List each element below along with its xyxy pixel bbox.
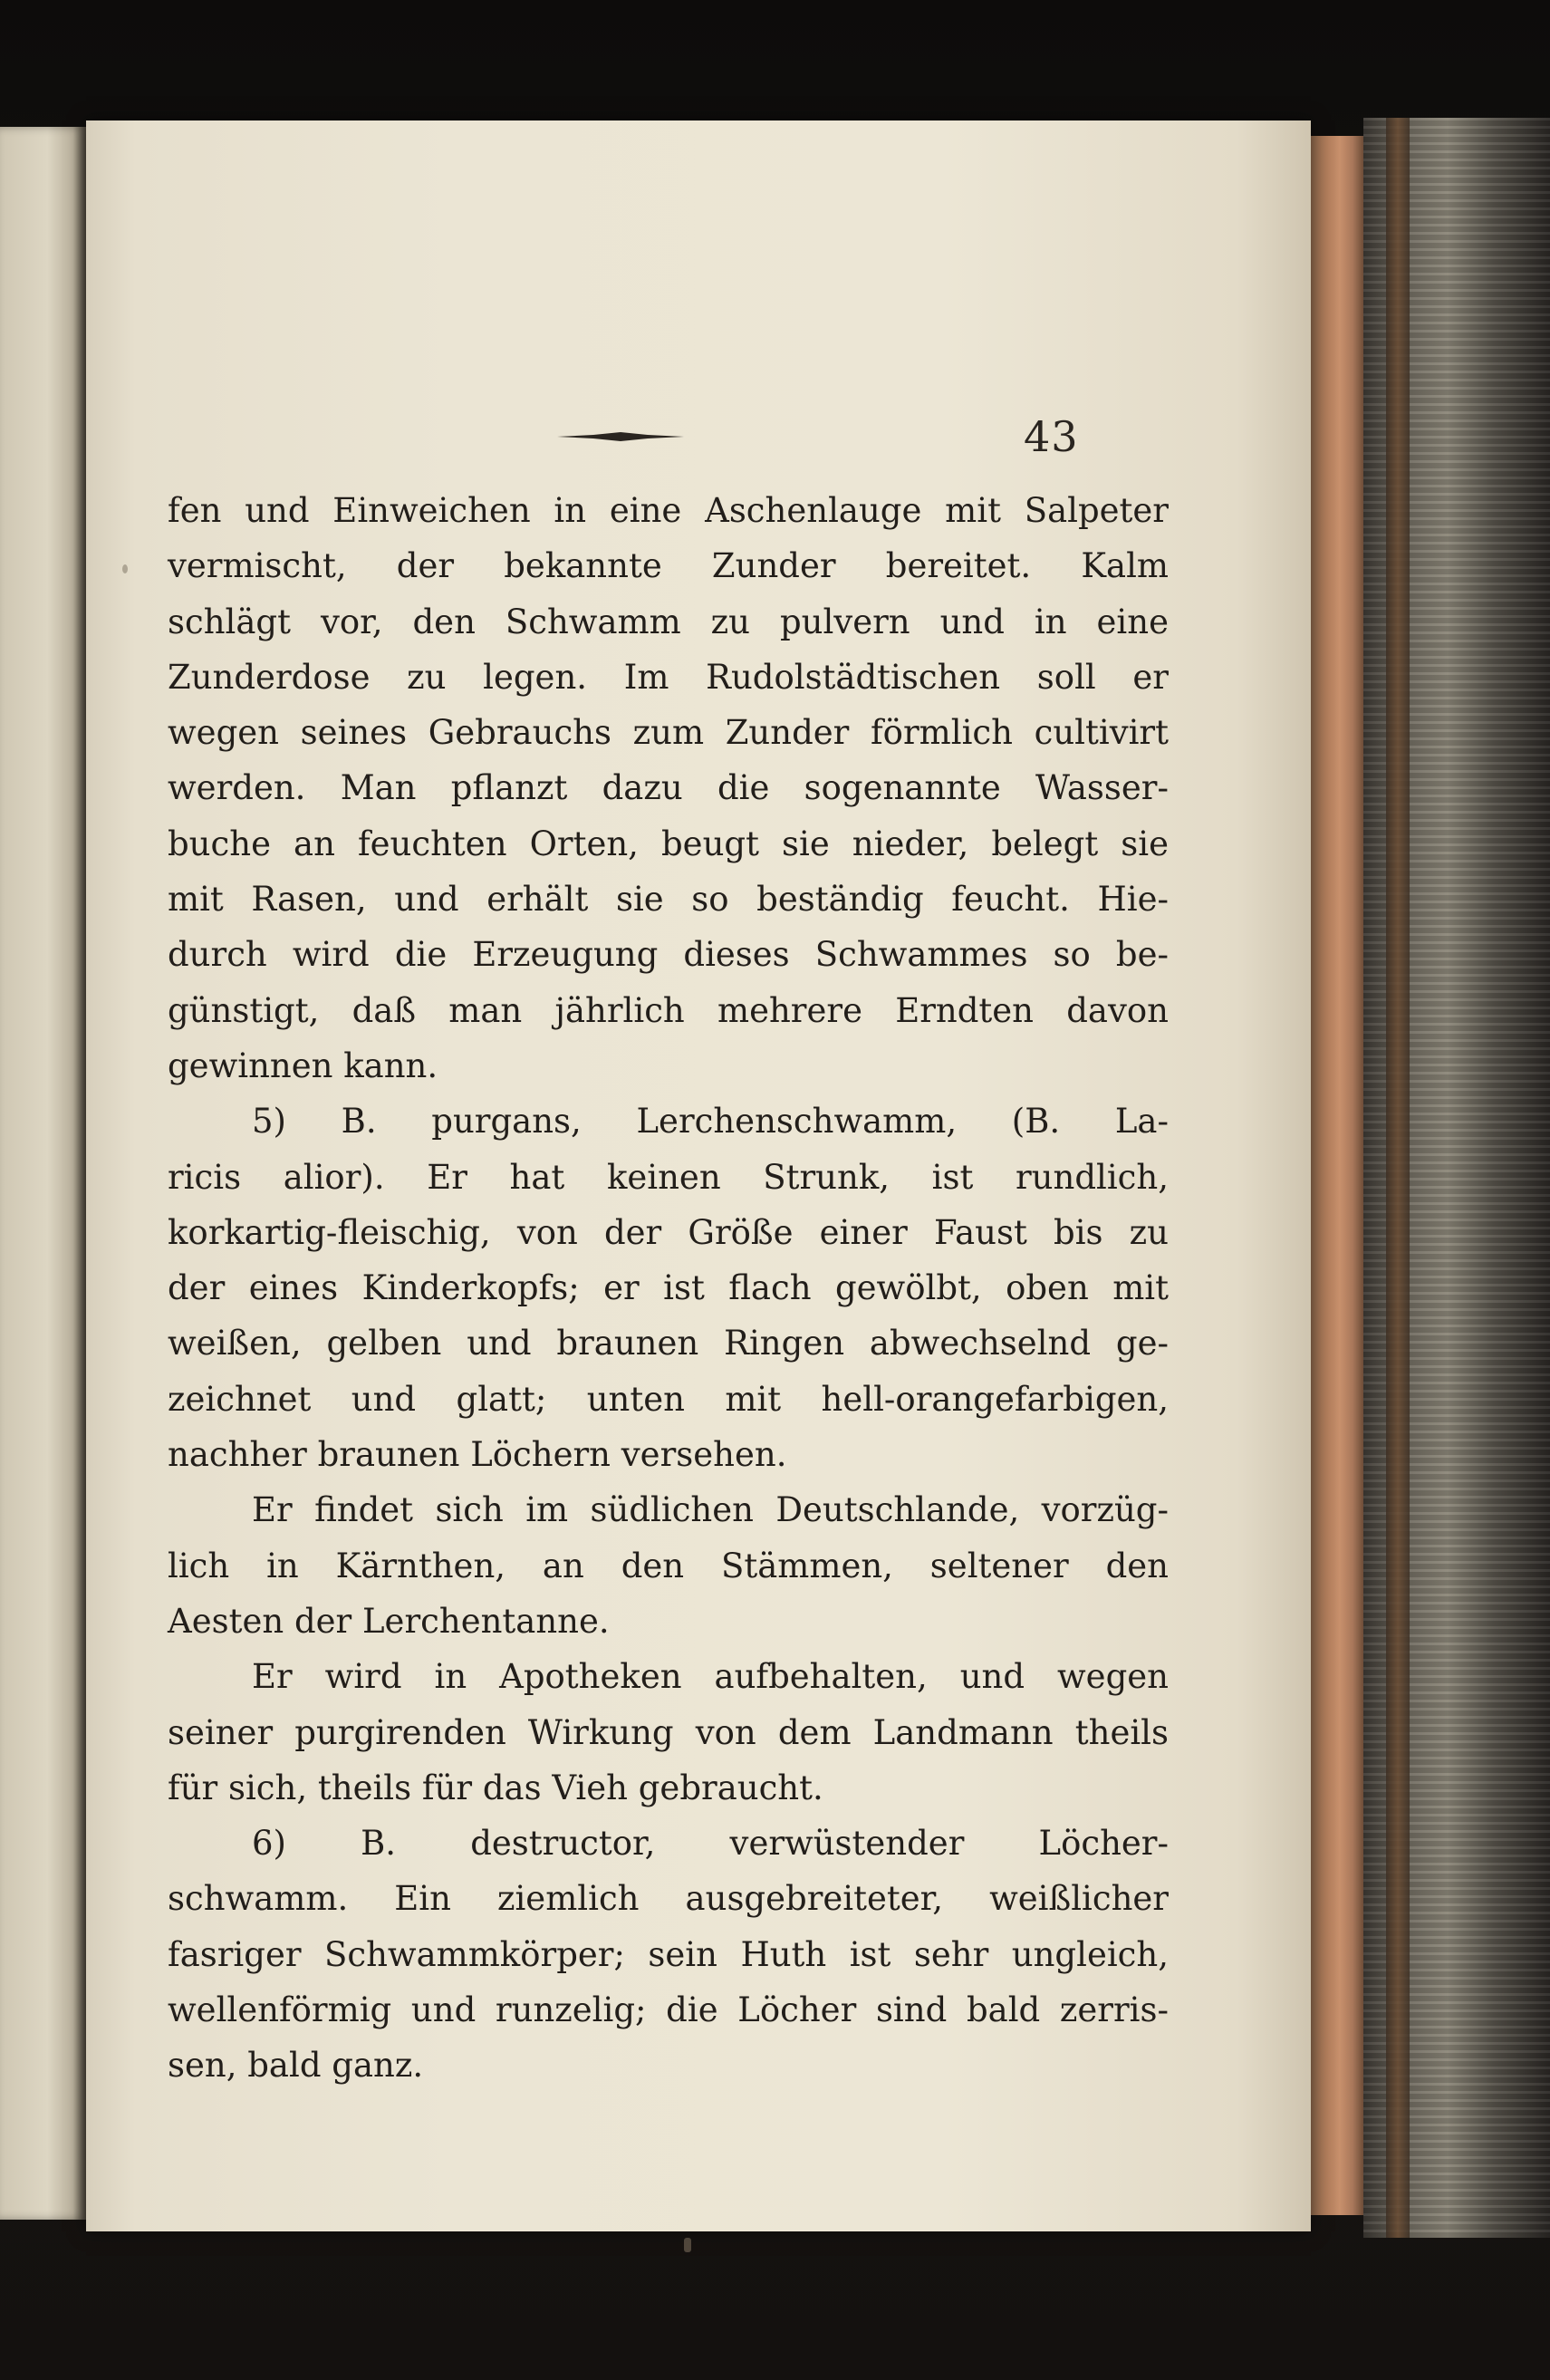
text-line: sen, bald ganz. — [168, 2046, 424, 2086]
text-line: vermischt, der bekannte Zunder bereitet. Kalm — [168, 546, 1169, 586]
text-line: der eines Kinderkopfs; er ist flach gewölbt, oben mit — [168, 1268, 1169, 1308]
text-line: schwamm. Ein ziemlich ausgebreiteter, weißlicher — [168, 1879, 1169, 1919]
text-line: wegen seines Gebrauchs zum Zunder förmlich cultivirt — [168, 713, 1169, 753]
left-page-edge — [0, 127, 86, 2220]
page-number: 43 — [1024, 412, 1079, 461]
text-line: korkartig-fleischig, von der Größe einer Faust bis zu — [168, 1212, 1169, 1252]
body-text — [168, 483, 1169, 2094]
cover-spine — [1386, 118, 1410, 2238]
text-line: fen und Einweichen in eine Aschenlauge mit Salpeter — [168, 491, 1169, 530]
text-line: nachher braunen Löchern versehen. — [168, 1435, 787, 1475]
page-block-edge — [1311, 136, 1363, 2215]
text-line: seiner purgirenden Wirkung von dem Landmann theils — [168, 1712, 1169, 1752]
text-line: fasriger Schwammkörper; sein Huth ist sehr ungleich, — [168, 1934, 1169, 1974]
ornament-rule-icon — [557, 430, 684, 443]
text-line: durch wird die Erzeugung dieses Schwammes so be- — [168, 935, 1169, 975]
text-line: werden. Man pflanzt dazu die sogenannte Wasser- — [168, 768, 1169, 808]
text-line: zeichnet und glatt; unten mit hell-orangefarbigen, — [168, 1379, 1169, 1419]
ink-mark — [684, 2238, 691, 2252]
text-line: ricis alior). Er hat keinen Strunk, ist rundlich, — [168, 1157, 1169, 1197]
book-page — [86, 120, 1311, 2231]
text-line: günstigt, daß man jährlich mehrere Erndten davon — [168, 990, 1169, 1030]
text-line: gewinnen kann. — [168, 1045, 438, 1085]
text-line: Zunderdose zu legen. Im Rudolstädtischen soll er — [168, 657, 1169, 697]
text-line: 5) B. purgans, Lerchenschwamm, (B. La- — [252, 1102, 1169, 1142]
page-header — [86, 412, 1311, 467]
text-line: lich in Kärnthen, an den Stämmen, seltener den — [168, 1546, 1169, 1585]
text-line: mit Rasen, und erhält sie so beständig feucht. Hie- — [168, 880, 1169, 920]
text-line: Er findet sich im südlichen Deutschlande, vorzüg- — [252, 1490, 1169, 1530]
text-line: weißen, gelben und braunen Ringen abwechselnd ge- — [168, 1324, 1169, 1363]
text-line: 6) B. destructor, verwüstender Löcher- — [252, 1824, 1169, 1864]
text-line: wellenförmig und runzelig; die Löcher sind bald zerris- — [168, 1990, 1169, 2030]
text-line: buche an feuchten Orten, beugt sie nieder, belegt sie — [168, 824, 1169, 863]
text-line: für sich, theils für das Vieh gebraucht. — [168, 1768, 823, 1807]
text-line: schlägt vor, den Schwamm zu pulvern und in eine — [168, 602, 1169, 641]
paper-blemish — [122, 564, 128, 573]
text-line: Aesten der Lerchentanne. — [168, 1601, 610, 1641]
text-line: Er wird in Apotheken aufbehalten, und wegen — [252, 1657, 1169, 1697]
